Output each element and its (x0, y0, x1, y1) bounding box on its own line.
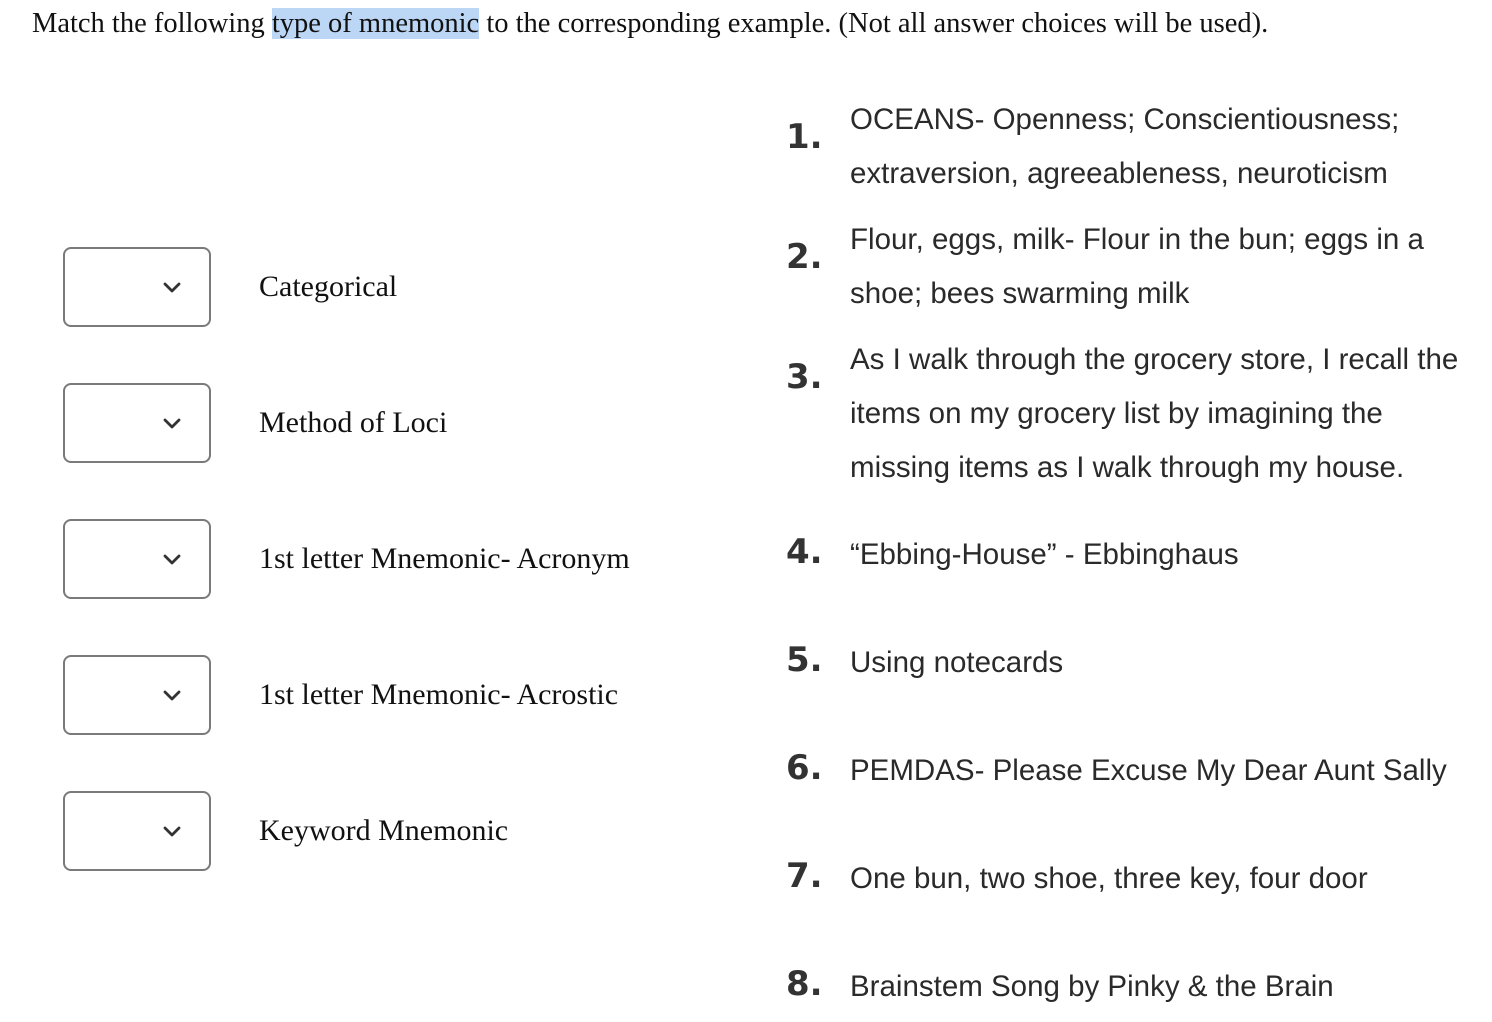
answer-text: Flour, eggs, milk- Flour in the bun; eggs in a shoe; bees swarming milk (850, 223, 1424, 310)
answer-number: 6. (786, 748, 823, 788)
question-prompt (32, 6, 1268, 42)
chevron-down-icon (161, 684, 183, 706)
answer-select-keyword-mnemonic[interactable] (63, 791, 211, 871)
match-row-method-of-loci (63, 383, 683, 465)
answer-select-method-of-loci[interactable] (63, 383, 211, 463)
answer-text: As I walk through the grocery store, I recall the items on my grocery list by imagining the missing items as I walk through my house. (850, 343, 1459, 484)
term-label: Method of Loci (259, 406, 448, 439)
answer-text: One bun, two shoe, three key, four door (850, 862, 1368, 895)
answer-select-acrostic[interactable] (63, 655, 211, 735)
term-label: 1st letter Mnemonic- Acrostic (259, 678, 619, 711)
answer-number: 1. (786, 117, 823, 157)
answer-number: 7. (786, 856, 823, 896)
answer-text: Brainstem Song by Pinky & the Brain (850, 970, 1334, 1003)
answer-select-categorical[interactable] (63, 247, 211, 327)
question-text-highlighted: type of mnemonic (271, 8, 480, 39)
match-row-acronym (63, 519, 683, 601)
term-label: Keyword Mnemonic (259, 814, 509, 847)
match-row-categorical (63, 247, 683, 329)
answer-number: 2. (786, 237, 823, 277)
answer-number: 5. (786, 640, 823, 680)
match-row-keyword-mnemonic (63, 791, 683, 873)
answer-text: OCEANS- Openness; Conscientiousness; extraversion, agreeableness, neuroticism (850, 103, 1400, 190)
question-text-before: Match the following (32, 8, 272, 39)
chevron-down-icon (161, 276, 183, 298)
answer-number: 8. (786, 964, 823, 1004)
answer-number: 3. (786, 357, 823, 397)
chevron-down-icon (161, 548, 183, 570)
chevron-down-icon (161, 412, 183, 434)
answer-text: Using notecards (850, 646, 1064, 679)
term-label: 1st letter Mnemonic- Acronym (259, 542, 630, 575)
chevron-down-icon (161, 820, 183, 842)
answer-text: PEMDAS- Please Excuse My Dear Aunt Sally (850, 754, 1447, 787)
question-text-after: to the corresponding example. (Not all answer choices will be used). (479, 8, 1269, 39)
match-row-acrostic (63, 655, 683, 737)
term-label: Categorical (259, 270, 398, 303)
answer-select-acronym[interactable] (63, 519, 211, 599)
answer-number: 4. (786, 532, 823, 572)
answer-text: “Ebbing-House” - Ebbinghaus (850, 538, 1239, 571)
